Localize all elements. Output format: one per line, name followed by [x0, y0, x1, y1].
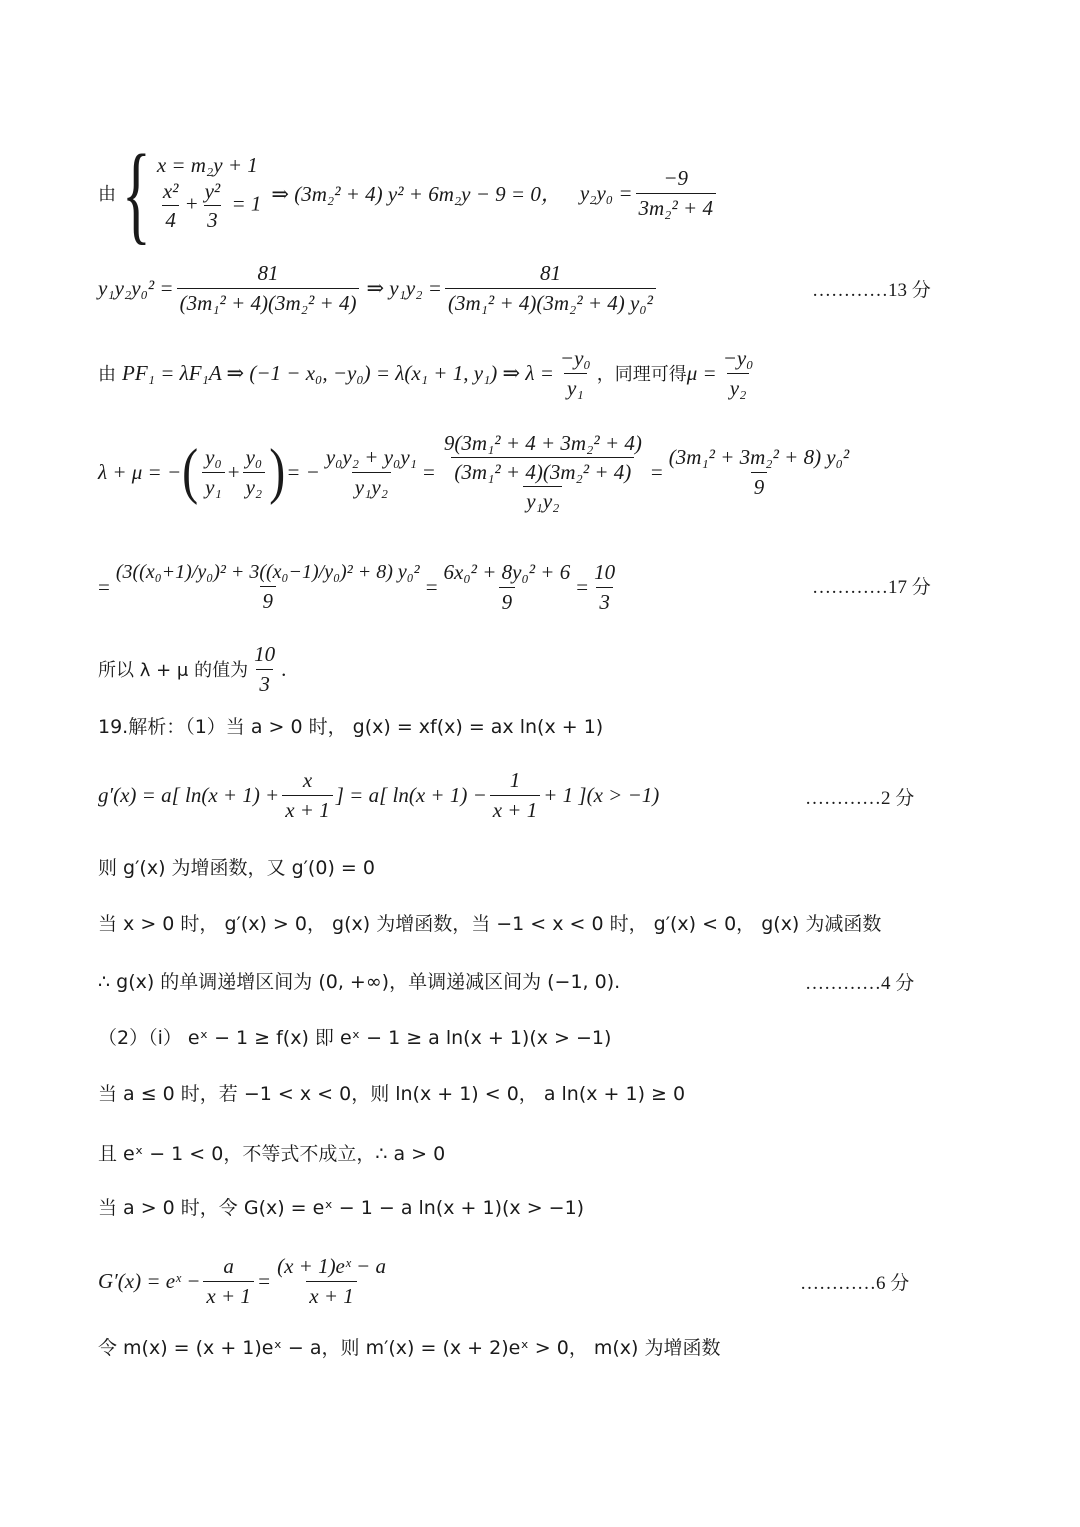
- product-fraction-1: $\frac{81}{\text{(3m₁² + 4)(3m₂² + 4)}}$: [177, 261, 360, 314]
- G-frac-2: $\frac{\text{(x + 1)eˣ − a}}{x + 1}$: [277, 1254, 386, 1308]
- line-increasing: 则 g′(x) 为增函数，又 g′(0) = 0: [98, 856, 375, 879]
- frac-big: $\frac{\text{(3((x₀+1)/y₀)² + 3((x₀−1)/y₀)² + 8) y₀²}}{9}$: [115, 560, 420, 613]
- product-lhs: y₁y₂y₀² =: [98, 275, 174, 300]
- mu-label: μ =: [686, 360, 717, 385]
- lambda-fraction: $\frac{\text{−y₀}}{\text{y₁}}$: [559, 346, 591, 400]
- text-similarly: ，同理可得: [596, 364, 687, 385]
- equals-minus: = −: [286, 459, 320, 484]
- derivative-tail: + 1 ](x > −1): [543, 782, 660, 807]
- line-part-2: （2）（i） eˣ − 1 ≥ f(x) 即 eˣ − 1 ≥ a ln(x + 1)(x > −1): [98, 1026, 612, 1049]
- score-13: …………13 分: [812, 280, 931, 301]
- y2y0-label: y₂y₀ =: [579, 180, 633, 205]
- vector-line: [98, 344, 930, 402]
- final-value-line: = $\frac{\text{(3((x₀+1)/y₀)² + 3((x₀−1)/y₀)² + 8) y₀²}}{9}$ = $\frac{\text{6x₀² + 8y₀² + 6}}{9}$ = $\frac{10}{3}$: [98, 538, 930, 636]
- system-eq-2: $\frac{\text{x²}}{4}$ + $\frac{\text{y²}}{3}$ = 1: [162, 179, 262, 233]
- conclusion-text: 所以 λ + μ 的值为: [98, 660, 249, 681]
- G-frac-1: $\frac{a}{x + 1}$: [203, 1254, 254, 1307]
- mu-fraction: $\frac{\text{−y₀}}{\text{y₂}}$: [722, 346, 754, 400]
- problem-19-heading: 19.解析：（1）当 a > 0 时， g(x) = xf(x) = ax ln(x + 1): [98, 715, 604, 738]
- lambda-mu-line: λ + μ = − ( $\frac{\text{y₀}}{\text{y₁}}$ + $\frac{\text{y₀}}{\text{y₂}}$ ) = − $\frac{\text{y₀y₂ + y₀y₁}}{\text{y₁y₂}}$ = $\frac{\frac{\text{9(3m₁² + 4 + 3m₂² + 4)}}{\text{(3m₁² + 4)(3m₂² + 4)}}}{\text{y₁y₂}}$ = $\frac{\text{(3m₁² + 3m₂² + 8) y₀²}}{9}$: [98, 420, 930, 524]
- frac-result: $\frac{10}{3}$: [594, 560, 616, 614]
- lambda-mu-lhs: λ + μ = −: [98, 459, 182, 484]
- conclusion-fraction: $\frac{10}{3}$: [254, 642, 276, 696]
- frac-d: $\frac{\frac{\text{9(3m₁² + 4 + 3m₂² + 4)}}{\text{(3m₁² + 4)(3m₂² + 4)}}}{\text{y₁y₂}}$: [443, 430, 642, 514]
- line-monotonicity: 当 x > 0 时， g′(x) > 0， g(x) 为增函数，当 −1 < x < 0 时， g′(x) < 0， g(x) 为减函数: [98, 912, 882, 935]
- product-implies: ⇒ y₁y₂ =: [366, 275, 442, 300]
- line-not-hold: 且 eˣ − 1 < 0，不等式不成立，∴ a > 0: [98, 1142, 446, 1165]
- line-define-G: 当 a > 0 时，令 G(x) = eˣ − 1 − a ln(x + 1)(x > −1): [98, 1196, 585, 1219]
- quadratic-result: ⇒ (3m₂² + 4) y² + 6m₂y − 9 = 0，: [271, 182, 562, 206]
- derivative-lhs: g′(x) = a[ ln(x + 1) +: [98, 782, 280, 807]
- score-17: …………17 分: [812, 577, 931, 598]
- left-brace: {: [121, 132, 151, 254]
- equation-system: [157, 153, 262, 233]
- score-4: …………4 分: [805, 973, 915, 994]
- line-a-nonpositive: 当 a ≤ 0 时，若 −1 < x < 0，则 ln(x + 1) < 0， a ln(x + 1) ≥ 0: [98, 1082, 686, 1105]
- vector-equation: PF₁ = λF₁A ⇒ (−1 − x₀, −y₀) = λ(x₁ + 1, y₁) ⇒ λ =: [122, 360, 554, 385]
- product-fraction-2: $\frac{81}{\text{(3m₁² + 4)(3m₂² + 4) y₀²}}$: [445, 261, 656, 314]
- frac-a: $\frac{\text{y₀}}{\text{y₁}}$: [202, 445, 225, 498]
- derivative-mid: ] = a[ ln(x + 1) −: [335, 782, 487, 807]
- text-you: 由: [98, 184, 116, 205]
- y2y0-fraction: $\frac{-9}{\text{3m₂² + 4}}$: [636, 166, 716, 219]
- line-intervals: ∴ g(x) 的单调递增区间为 (0, +∞)，单调递减区间为 (−1, 0).: [98, 970, 621, 993]
- text-you-2: 由: [98, 364, 116, 385]
- frac-e: $\frac{\text{(3m₁² + 3m₂² + 8) y₀²}}{9}$: [668, 445, 850, 499]
- score-6: …………6 分: [800, 1273, 910, 1294]
- G-derivative-lhs: G′(x) = eˣ −: [98, 1268, 201, 1293]
- system-eq-1: x = m₂y + 1: [156, 153, 258, 178]
- derivative-frac-2: $\frac{1}{x + 1}$: [490, 768, 541, 821]
- frac-b: $\frac{\text{y₀}}{\text{y₂}}$: [243, 445, 266, 498]
- G-derivative-line: G′(x) = eˣ − $\frac{a}{x + 1}$ = $\frac{\text{(x + 1)eˣ − a}}{x + 1}$: [98, 1248, 930, 1314]
- product-line: [98, 258, 930, 318]
- equation-system-line: [98, 132, 930, 254]
- conclusion-line: 所以 λ + μ 的值为 $\frac{10}{3}$ .: [98, 642, 287, 696]
- frac-c: $\frac{\text{y₀y₂ + y₀y₁}}{\text{y₁y₂}}$: [325, 445, 417, 499]
- derivative-frac-1: $\frac{x}{x + 1}$: [282, 768, 333, 821]
- score-2: …………2 分: [805, 788, 915, 809]
- line-define-m: 令 m(x) = (x + 1)eˣ − a，则 m′(x) = (x + 2)eˣ > 0， m(x) 为增函数: [98, 1336, 721, 1359]
- frac-mid: $\frac{\text{6x₀² + 8y₀² + 6}}{9}$: [443, 560, 571, 614]
